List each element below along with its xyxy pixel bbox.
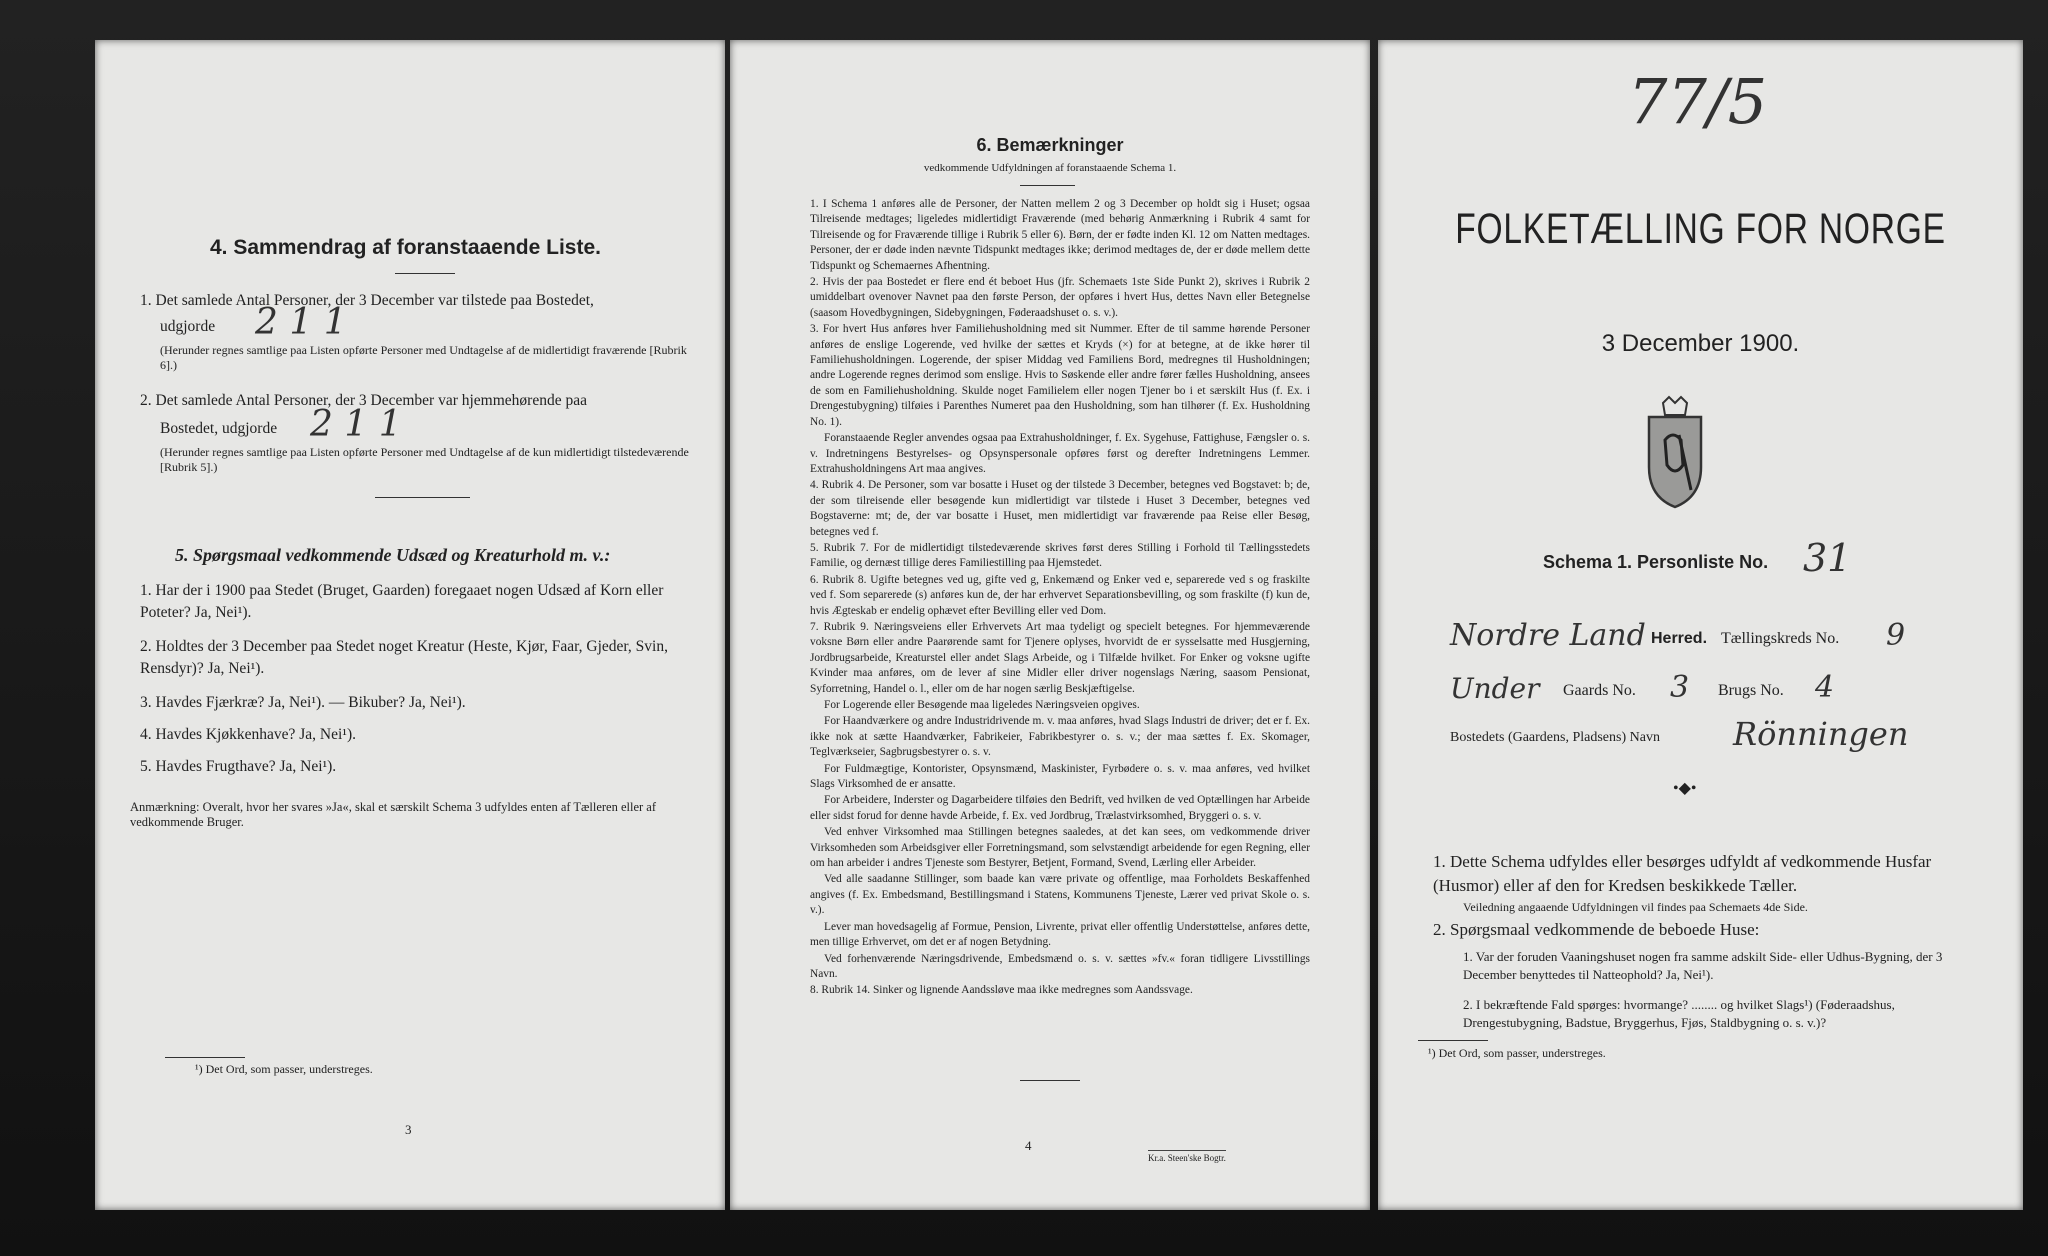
coat-of-arms-icon <box>1643 395 1708 515</box>
herred-value: Nordre Land <box>1450 618 1646 653</box>
question-3: 3. Havdes Fjærkræ? Ja, Nei¹). — Bikuber? Ja, Nei¹). <box>140 694 466 711</box>
printer-imprint: Kr.a. Steen'ske Bogtr. <box>1148 1150 1226 1163</box>
remark-paragraph: 5. Rubrik 7. For de midlertidigt tilstedeværende skrives først deres Stilling i Forhold til Tællingsstedets Familie, og dernæst tillige deres Familiestilling paa Hjemstedet. <box>810 541 1310 570</box>
brugs-label: Brugs No. <box>1718 682 1784 699</box>
remark-paragraph: 4. Rubrik 4. De Personer, som var bosatte i Huset og der tilstede 3 December, betegnes ved Bogstavet: b; de, der som tilreisende eller besøgende kun midlertidigt var tilstede i Huset 3 December, betegnes ved Bogstaverne: mt; de, der var bosatte i Huset, men midlertidigt var fraværende paa Reise eller Besøg, betegnes ved f. <box>810 479 1310 538</box>
remark-paragraph: For Arbeidere, Inderster og Dagarbeidere tilføies den Bedrift, ved hvilken de ved Optællingen har Arbeide eller sidst forud for denne havde Arbeide, f. Ex. ved Jordbrug, Trælastvirksomhed, Bryggeri o. s. v. <box>810 794 1310 822</box>
remark-paragraph: 6. Rubrik 8. Ugifte betegnes ved ug, gifte ved g, Enkemænd og Enker ved e, separerede ved s og fraskilte ved f. Som separerede (s) anføres kun de, der har erhvervet Separationsbevilling, og som fraskilte (f) kun de, hvis Ægteskab er endelig ophævet efter Bevilling eller ved Dom. <box>810 573 1310 617</box>
summary-item-2-line2: Bostedet, udgjorde <box>160 420 278 437</box>
remark-paragraph: 8. Rubrik 14. Sinker og lignende Aandssløve maa ikke medregnes som Aandssvage. <box>810 984 1193 997</box>
instruction-2: 2. Spørgsmaal vedkommende de beboede Huse: <box>1433 920 1760 939</box>
gaards-label: Gaards No. <box>1563 682 1636 699</box>
page-right <box>1378 40 2023 1210</box>
census-date: 3 December 1900. <box>1601 330 1800 357</box>
remark-paragraph: Ved enhver Virksomhed maa Stillingen betegnes saaledes, at det kan sees, om vedkommende driver Virksomheden som Arbeidsgiver eller Forretningsmand, som selvstændigt arbeidende for egen Regning, eller om han arbeider i andres Tjeneste som Bestyrer, Betjent, Formand, Svend, Lærling eller Arbeider. <box>810 826 1310 870</box>
summary-item-1-line2: udgjorde <box>160 318 216 335</box>
remarks-title: 6. Bemærkninger <box>976 135 1124 155</box>
personliste-number: 31 <box>1803 536 1852 580</box>
summary-item-1-note: (Herunder regnes samtlige paa Listen opførte Personer med Undtagelse af de midlertidigt fraværende [Rubrik 6].) <box>160 343 687 372</box>
page-number: 3 <box>405 1122 412 1137</box>
kreds-value: 9 <box>1886 618 1906 653</box>
section4-title: 4. Sammendrag af foranstaaende Liste. <box>210 236 601 259</box>
kreds-label: Tællingskreds No. <box>1721 630 1840 647</box>
remark-paragraph: 1. I Schema 1 anføres alle de Personer, der Natten mellem 2 og 3 December op holdt sig i Huset; ogsaa Tilreisende medtages; ligeledes midlertidigt Fraværende (med behørig Anmærkning i Rubrik 4 samt for Tilreisende og for Fraværende tillige i Rubrik 5 eller 6). Børn, der er fødte inden Kl. 12 om Natten medtages. Personer, der er døde inden nævnte Tidspunkt medtages ikke; derimod medtages de, der er døde mellem dette Tidspunkt og Schemaernes Afhentning. <box>810 198 1310 272</box>
divider <box>395 273 455 274</box>
question-2: 2. Holdtes der 3 December paa Stedet noget Kreatur (Heste, Kjør, Faar, Gjeder, Svin, Rensdyr)? Ja, Nei¹). <box>140 638 668 677</box>
remark-paragraph: Ved alle saadanne Stillinger, som baade kan være private og offentlige, maa Forholdets Beskaffenhed angives (f. Ex. Embedsmand, Bestillingsmand i Statens, Kommunens Tjeneste, Lærer ved privat Skole o. s. v.). <box>810 873 1310 917</box>
bosted-label: Bostedets (Gaardens, Pladsens) Navn <box>1450 730 1660 745</box>
summary-item-1-handwritten: 2 1 1 <box>255 302 347 343</box>
handwritten-archive-number: 77/5 <box>1628 65 1768 138</box>
herred-label: Herred. <box>1651 630 1708 647</box>
footnote-rule <box>1418 1040 1488 1041</box>
gaards-prefix: Under <box>1450 672 1540 705</box>
instruction-2-question-1: 1. Var der foruden Vaaningshuset nogen fra samme adskilt Side- eller Udhus-Bygning, der 3 December benyttedes til Natteophold? Ja, Nei¹). <box>1463 949 1943 982</box>
gaards-value: 3 <box>1670 670 1690 705</box>
remark-paragraph: Lever man hovedsagelig af Formue, Pension, Livrente, privat eller offentlig Understøttelse, anføres dette, men tillige Erhvervet, om det er af nogen Betydning. <box>810 920 1310 949</box>
main-title: FOLKETÆLLING FOR NORGE <box>1455 205 1946 253</box>
remark-paragraph: 7. Rubrik 9. Næringsveiens eller Erhvervets Art maa tydeligt og specielt betegnes. For hjemmeværende voksne Børn eller andre Paarørende samt for Tjenere oplyses, hvorvidt de er sysselsatte med Husgjerning, Jordbrugsarbeide, Kreaturstel eller andet Slags Arbeide, og i Tilfælde hvilket. For Enker og voksne ugifte Kvinder maa anføres, om de lever af sine Midler eller driver nogenslags Næring, saasom Pensionat, Syforretning, Handel o. l., eller om de har nogen særlig Beskjæftigelse. <box>810 620 1310 695</box>
instruction-1-note: Veiledning angaaende Udfyldningen vil findes paa Schemaets 4de Side. <box>1463 900 1808 914</box>
instruction-2-question-2: 2. I bekræftende Fald spørges: hvormange? ........ og hvilket Slags¹) (Føderaadshus, Drengestubygning, Badstue, Bryggerhus, Fjøs, Staldbygning o. s. v.)? <box>1463 997 1895 1030</box>
brugs-value: 4 <box>1815 670 1835 705</box>
page-left <box>95 40 725 1210</box>
remark-paragraph: 2. Hvis der paa Bostedet er flere end ét beboet Hus (jfr. Schemaets 1ste Side Punkt 2), skrives i Rubrik 2 umiddelbart ovenover Navnet paa den første Person, der opføres i hvert Hus, dettes Navn eller Betegnelse (saasom Hovedbygningen, Sidebygningen, Føderaadshuset o. s. v.). <box>810 276 1310 319</box>
question-4: 4. Havdes Kjøkkenhave? Ja, Nei¹). <box>140 726 356 743</box>
footnote: ¹) Det Ord, som passer, understreges. <box>1428 1046 1606 1060</box>
footnote: ¹) Det Ord, som passer, understreges. <box>195 1062 373 1076</box>
divider <box>1020 185 1075 186</box>
summary-item-2-handwritten: 2 1 1 <box>310 404 402 445</box>
ornament: •◆• <box>1673 780 1697 797</box>
page-middle <box>730 40 1370 1210</box>
anmaerkning: Anmærkning: Overalt, hvor her svares »Ja«, skal et særskilt Schema 3 udfyldes enten af Tælleren eller af vedkommende Bruger. <box>130 800 657 829</box>
question-1: 1. Har der i 1900 paa Stedet (Bruget, Gaarden) foregaaet nogen Udsæd af Korn eller Poteter? Ja, Nei¹). <box>140 582 664 621</box>
question-5: 5. Havdes Frugthave? Ja, Nei¹). <box>140 758 337 775</box>
remark-paragraph: For Logerende eller Besøgende maa ligeledes Næringsveien opgives. <box>824 699 1140 711</box>
remark-paragraph: Foranstaaende Regler anvendes ogsaa paa Extrahusholdninger, f. Ex. Sygehuse, Fattighuse, Fængsler o. s. v. Indretningens Bestyrelses- og Opsynspersonale opføres først og derefter Indretningens Lemmer. Extrahusholdningens Art maa angives. <box>810 432 1310 475</box>
section5-title: 5. Spørgsmaal vedkommende Udsæd og Kreaturhold m. v.: <box>175 545 611 565</box>
remark-paragraph: For Haandværkere og andre Industridrivende m. v. maa anføres, hvad Slags Industri de driver; det er f. Ex. ikke nok at sætte Haandværker, Fabrikeier, Fabrikbestyrer o. s. v.; der maa sættes f. Ex. Skomager, Teglværkseier, Sagbrugsbestyrer o. s. v. <box>810 715 1310 759</box>
summary-item-2: 2. Det samlede Antal Personer, der 3 December var hjemmehørende paa <box>140 392 587 409</box>
schema-label: Schema 1. Personliste No. <box>1543 552 1769 572</box>
remarks-list <box>810 197 1310 1000</box>
summary-item-1: 1. Det samlede Antal Personer, der 3 December var tilstede paa Bostedet, <box>140 292 594 309</box>
remarks-subtitle: vedkommende Udfyldningen af foranstaaende Schema 1. <box>923 162 1177 174</box>
divider <box>1020 1080 1080 1081</box>
divider <box>375 497 470 498</box>
bosted-value: Rönningen <box>1733 715 1909 753</box>
remark-paragraph: 3. For hvert Hus anføres hver Familiehusholdning med sit Nummer. Efter de til samme hørende Personer anføres de enslige Logerende, ved hvilke der sættes et Kryds (×) for at betegne, at de ikke hører til Familiehusholdningen. Logerende, der spiser Middag ved Familiens Bord, medregnes til Husholdningen; andre Logerende regnes derimod som enslige. Hvis to Søskende eller andre fører fælles Husholdning, ansees de som en Familiehusholdning. Skulde noget Familielem eller nogen Tjener bo i et særskilt Hus (f. Ex. i Drengestubygning) tilføies i Parenthes Numeret paa den Husholdning, som han tilhører (f. Ex. Husholdning No. 1). <box>810 323 1310 428</box>
page-number: 4 <box>1025 1138 1032 1153</box>
instruction-1: 1. Dette Schema udfyldes eller besørges udfyldt af vedkommende Husfar (Husmor) eller af den for Kredsen beskikkede Tæller. <box>1433 852 1932 895</box>
remark-paragraph: For Fuldmægtige, Kontorister, Opsynsmænd, Maskinister, Fyrbødere o. s. v. maa anføres, ved hvilket Slags Virksomhed de er ansatte. <box>810 762 1310 791</box>
summary-item-2-note: (Herunder regnes samtlige paa Listen opførte Personer med Undtagelse af de kun midlertidigt tilstedeværende [Rubrik 5].) <box>160 445 689 474</box>
footnote-rule <box>165 1057 245 1058</box>
remark-paragraph: Ved forhenværende Næringsdrivende, Embedsmænd o. s. v. sættes »fv.« foran tidligere Livsstillings Navn. <box>810 952 1310 980</box>
